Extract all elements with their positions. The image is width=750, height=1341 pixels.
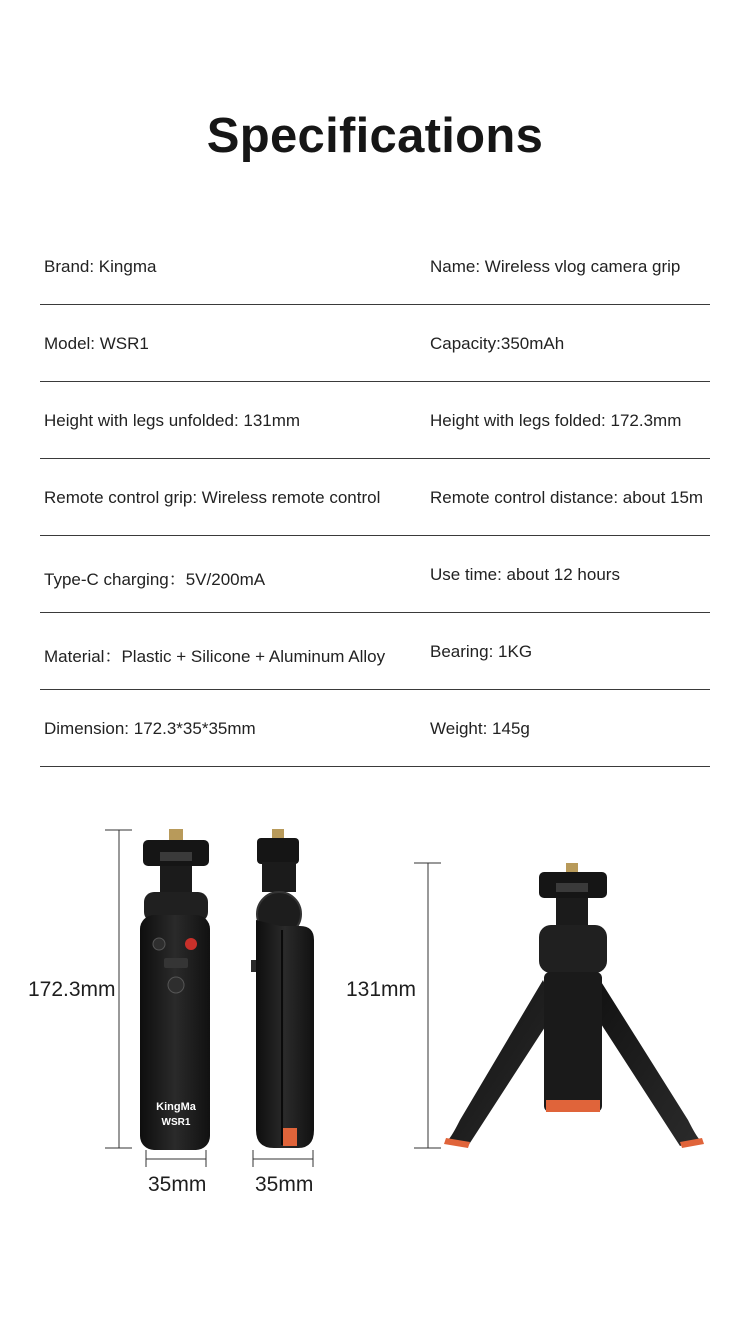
spec-remote-distance: Remote control distance: about 15m bbox=[430, 488, 704, 507]
spec-row bbox=[40, 228, 710, 305]
spec-use-time: Use time: about 12 hours bbox=[430, 565, 620, 584]
spec-capacity: Capacity:350mAh bbox=[430, 334, 565, 353]
spec-height-unfolded: Height with legs unfolded: 131mm bbox=[44, 411, 301, 430]
spec-remote-grip: Remote control grip: Wireless remote control bbox=[44, 488, 381, 507]
spec-table bbox=[40, 228, 710, 767]
spec-height-folded: Height with legs folded: 172.3mm bbox=[430, 411, 682, 430]
dimension-label-unfolded-height: 131mm bbox=[346, 978, 417, 1001]
spec-row bbox=[40, 690, 710, 767]
product-model-label: WSR1 bbox=[161, 1117, 191, 1128]
spec-model: Model: WSR1 bbox=[44, 334, 149, 353]
dimension-line-unfolded-height bbox=[414, 863, 441, 1148]
spec-charging: Type-C charging：5V/200mA bbox=[44, 570, 266, 589]
spec-row bbox=[40, 536, 710, 613]
spec-brand: Brand: Kingma bbox=[44, 257, 157, 276]
spec-row bbox=[40, 613, 710, 690]
dimension-label-front-width: 35mm bbox=[148, 1173, 207, 1196]
spec-name: Name: Wireless vlog camera grip bbox=[430, 257, 681, 276]
spec-row bbox=[40, 459, 710, 536]
dimension-label-folded-height: 172.3mm bbox=[28, 978, 116, 1001]
spec-row bbox=[40, 305, 710, 382]
product-illustration bbox=[0, 800, 750, 1220]
page-title: Specifications bbox=[206, 109, 544, 163]
dimension-line-side-width bbox=[253, 1150, 313, 1167]
dimension-line-front-width bbox=[146, 1150, 206, 1167]
tripod-unfolded-view bbox=[444, 863, 704, 1148]
grip-side-view bbox=[251, 829, 314, 1148]
spec-row bbox=[40, 382, 710, 459]
product-brand-label: KingMa bbox=[156, 1101, 196, 1113]
spec-weight: Weight: 145g bbox=[430, 719, 530, 738]
spec-material: Material：Plastic + Silicone + Aluminum Alloy bbox=[44, 647, 386, 666]
spec-dimension: Dimension: 172.3*35*35mm bbox=[44, 719, 256, 738]
dimension-label-side-width: 35mm bbox=[255, 1173, 314, 1196]
spec-bearing: Bearing: 1KG bbox=[430, 642, 533, 661]
